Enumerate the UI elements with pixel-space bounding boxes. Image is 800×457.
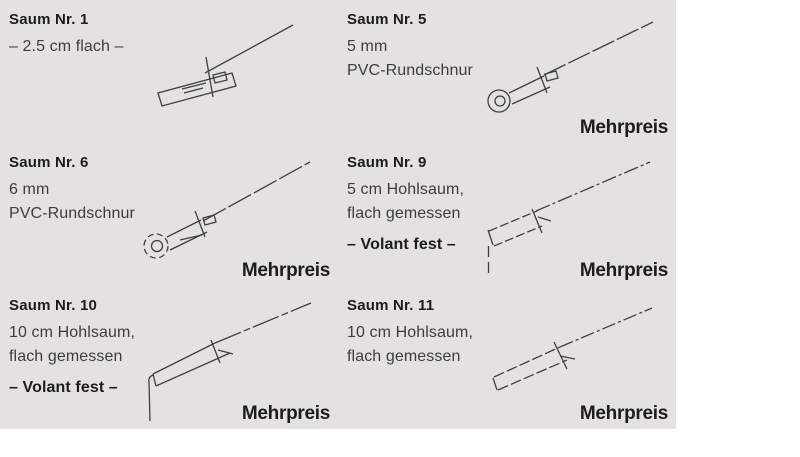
saum-title: Saum Nr. 10 [9, 297, 98, 314]
cell-saum-nr-5 [338, 0, 676, 143]
saum-description-line: 5 cm Hohlsaum, [347, 181, 464, 198]
saum-text-block [347, 154, 464, 257]
mehrpreis-label: Mehrpreis [579, 260, 668, 281]
saum-text-block [9, 297, 135, 400]
cell-saum-nr-10 [0, 286, 338, 429]
volant-fest-note: – Volant fest – [9, 379, 118, 396]
saum-description-line: 10 cm Hohlsaum, [347, 324, 473, 341]
saum-title: Saum Nr. 5 [347, 11, 427, 28]
saum-description-line: PVC-Rundschnur [347, 62, 473, 79]
saum-description-line: 6 mm [9, 181, 50, 198]
saum-text-block [9, 154, 135, 226]
cell-saum-nr-6 [0, 143, 338, 286]
mehrpreis-label: Mehrpreis [579, 117, 668, 138]
saum-description-line: 5 mm [347, 38, 388, 55]
saum-description-line: flach gemessen [347, 205, 461, 222]
saum-text-block [9, 11, 124, 59]
saum-description-line: 10 cm Hohlsaum, [9, 324, 135, 341]
saum-title: Saum Nr. 1 [9, 11, 89, 28]
mehrpreis-label: Mehrpreis [579, 403, 668, 424]
saum-title: Saum Nr. 11 [347, 297, 435, 314]
saum-title: Saum Nr. 9 [347, 154, 427, 171]
saum-description-line: flach gemessen [9, 348, 123, 365]
cell-saum-nr-1 [0, 0, 338, 143]
cell-saum-nr-11 [338, 286, 676, 429]
mehrpreis-label: Mehrpreis [241, 260, 330, 281]
saum-text-block [347, 297, 473, 369]
saum-description-line: – 2.5 cm flach – [9, 38, 124, 55]
saum-text-block [347, 11, 473, 83]
saum-description-line: PVC-Rundschnur [9, 205, 135, 222]
saum-title: Saum Nr. 6 [9, 154, 89, 171]
volant-fest-note: – Volant fest – [347, 236, 456, 253]
saum-description-line: flach gemessen [347, 348, 461, 365]
mehrpreis-label: Mehrpreis [241, 403, 330, 424]
cell-saum-nr-9 [338, 143, 676, 286]
